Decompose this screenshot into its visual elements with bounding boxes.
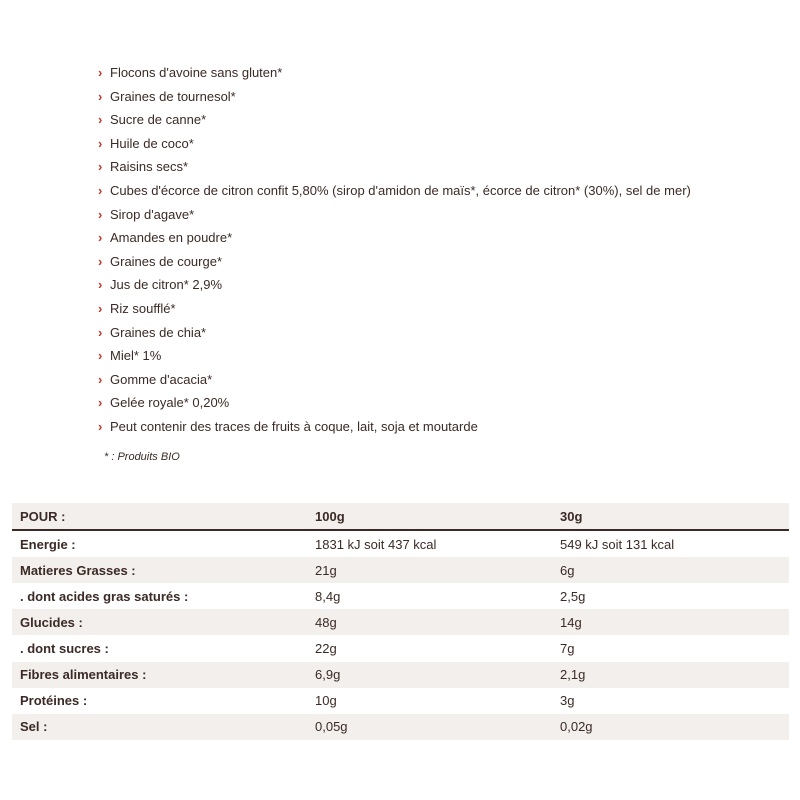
row-value-30g: 0,02g bbox=[552, 714, 789, 740]
row-label: . dont acides gras saturés : bbox=[20, 588, 189, 604]
row-value-30g: 6g bbox=[552, 557, 789, 583]
row-value-30g: 7g bbox=[560, 641, 575, 657]
list-item bbox=[98, 273, 691, 297]
list-item bbox=[98, 108, 691, 132]
row-label: . dont sucres : bbox=[20, 641, 109, 657]
list-item bbox=[98, 321, 691, 345]
list-item bbox=[98, 415, 691, 439]
row-value-100g: 6,9g bbox=[307, 662, 552, 688]
chevron-right-icon: › bbox=[98, 371, 103, 387]
ingredient-label: Cubes d'écorce de citron confit 5,80% (sirop d'amidon de maïs*, écorce de citron* (30%), sel de mer) bbox=[110, 182, 691, 198]
row-value-30g: 549 kJ soit 131 kcal bbox=[560, 536, 675, 552]
chevron-right-icon: › bbox=[98, 206, 103, 222]
table-header-row bbox=[12, 503, 789, 530]
row-label: Fibres alimentaires : bbox=[12, 662, 307, 688]
table-row bbox=[12, 557, 789, 583]
table-row bbox=[12, 635, 789, 661]
row-value-100g: 21g bbox=[307, 557, 552, 583]
row-value-100g: 1831 kJ soit 437 kcal bbox=[315, 536, 437, 552]
chevron-right-icon: › bbox=[98, 395, 103, 411]
row-label: Sel : bbox=[12, 714, 307, 740]
list-item bbox=[98, 155, 691, 179]
bio-footnote: * : Produits BIO bbox=[104, 451, 180, 463]
chevron-right-icon: › bbox=[98, 418, 103, 434]
chevron-right-icon: › bbox=[98, 277, 103, 293]
list-item bbox=[98, 61, 691, 85]
list-item bbox=[98, 250, 691, 274]
row-value-100g: 10g bbox=[315, 693, 337, 709]
ingredient-label: Miel* 1% bbox=[110, 348, 162, 364]
row-value-100g: 0,05g bbox=[307, 714, 552, 740]
chevron-right-icon: › bbox=[98, 65, 103, 80]
row-value-100g: 48g bbox=[307, 609, 552, 635]
table-row bbox=[12, 688, 789, 714]
list-item bbox=[98, 391, 691, 415]
list-item bbox=[98, 226, 691, 250]
ingredient-label: Flocons d'avoine sans gluten* bbox=[110, 65, 283, 80]
chevron-right-icon: › bbox=[98, 182, 103, 198]
list-item bbox=[98, 85, 691, 109]
ingredient-label: Peut contenir des traces de fruits à coque, lait, soja et moutarde bbox=[110, 418, 478, 434]
ingredient-label: Graines de chia* bbox=[110, 324, 207, 340]
table-row bbox=[12, 714, 789, 740]
row-value-30g: 14g bbox=[552, 609, 789, 635]
row-value-30g: 3g bbox=[560, 693, 575, 709]
table-row bbox=[12, 609, 789, 635]
list-item bbox=[98, 297, 691, 321]
row-label: Protéines : bbox=[20, 693, 88, 709]
ingredient-label: Riz soufflé* bbox=[110, 300, 176, 316]
chevron-right-icon: › bbox=[98, 135, 103, 151]
header-col-100g: 100g bbox=[307, 503, 552, 530]
row-label: Energie : bbox=[20, 536, 76, 552]
list-item bbox=[98, 179, 691, 203]
chevron-right-icon: › bbox=[98, 230, 103, 246]
chevron-right-icon: › bbox=[98, 112, 103, 128]
header-col-30g: 30g bbox=[552, 503, 789, 530]
chevron-right-icon: › bbox=[98, 88, 103, 104]
list-item bbox=[98, 203, 691, 227]
ingredient-label: Sucre de canne* bbox=[110, 112, 207, 128]
chevron-right-icon: › bbox=[98, 324, 103, 340]
table-row bbox=[12, 662, 789, 688]
nutrition-table bbox=[12, 503, 789, 740]
list-item bbox=[98, 344, 691, 368]
list-item bbox=[98, 368, 691, 392]
ingredient-label: Huile de coco* bbox=[110, 135, 194, 151]
header-label: POUR : bbox=[12, 503, 307, 530]
chevron-right-icon: › bbox=[98, 348, 103, 364]
chevron-right-icon: › bbox=[98, 300, 103, 316]
row-label: Matieres Grasses : bbox=[12, 557, 307, 583]
row-label: Glucides : bbox=[12, 609, 307, 635]
row-value-100g: 8,4g bbox=[315, 588, 341, 604]
row-value-30g: 2,1g bbox=[552, 662, 789, 688]
ingredient-label: Sirop d'agave* bbox=[110, 206, 195, 222]
ingredient-label: Raisins secs* bbox=[110, 159, 189, 175]
table-row bbox=[12, 583, 789, 609]
ingredient-label: Graines de tournesol* bbox=[110, 88, 236, 104]
table-row bbox=[12, 530, 789, 557]
chevron-right-icon: › bbox=[98, 253, 103, 269]
ingredient-label: Gelée royale* 0,20% bbox=[110, 395, 230, 411]
ingredient-label: Jus de citron* 2,9% bbox=[110, 277, 223, 293]
row-value-30g: 2,5g bbox=[560, 588, 586, 604]
ingredient-label: Graines de courge* bbox=[110, 253, 223, 269]
ingredient-list bbox=[98, 61, 691, 439]
ingredient-label: Amandes en poudre* bbox=[110, 230, 233, 246]
list-item bbox=[98, 132, 691, 156]
ingredient-label: Gomme d'acacia* bbox=[110, 371, 213, 387]
chevron-right-icon: › bbox=[98, 159, 103, 175]
row-value-100g: 22g bbox=[315, 641, 337, 657]
